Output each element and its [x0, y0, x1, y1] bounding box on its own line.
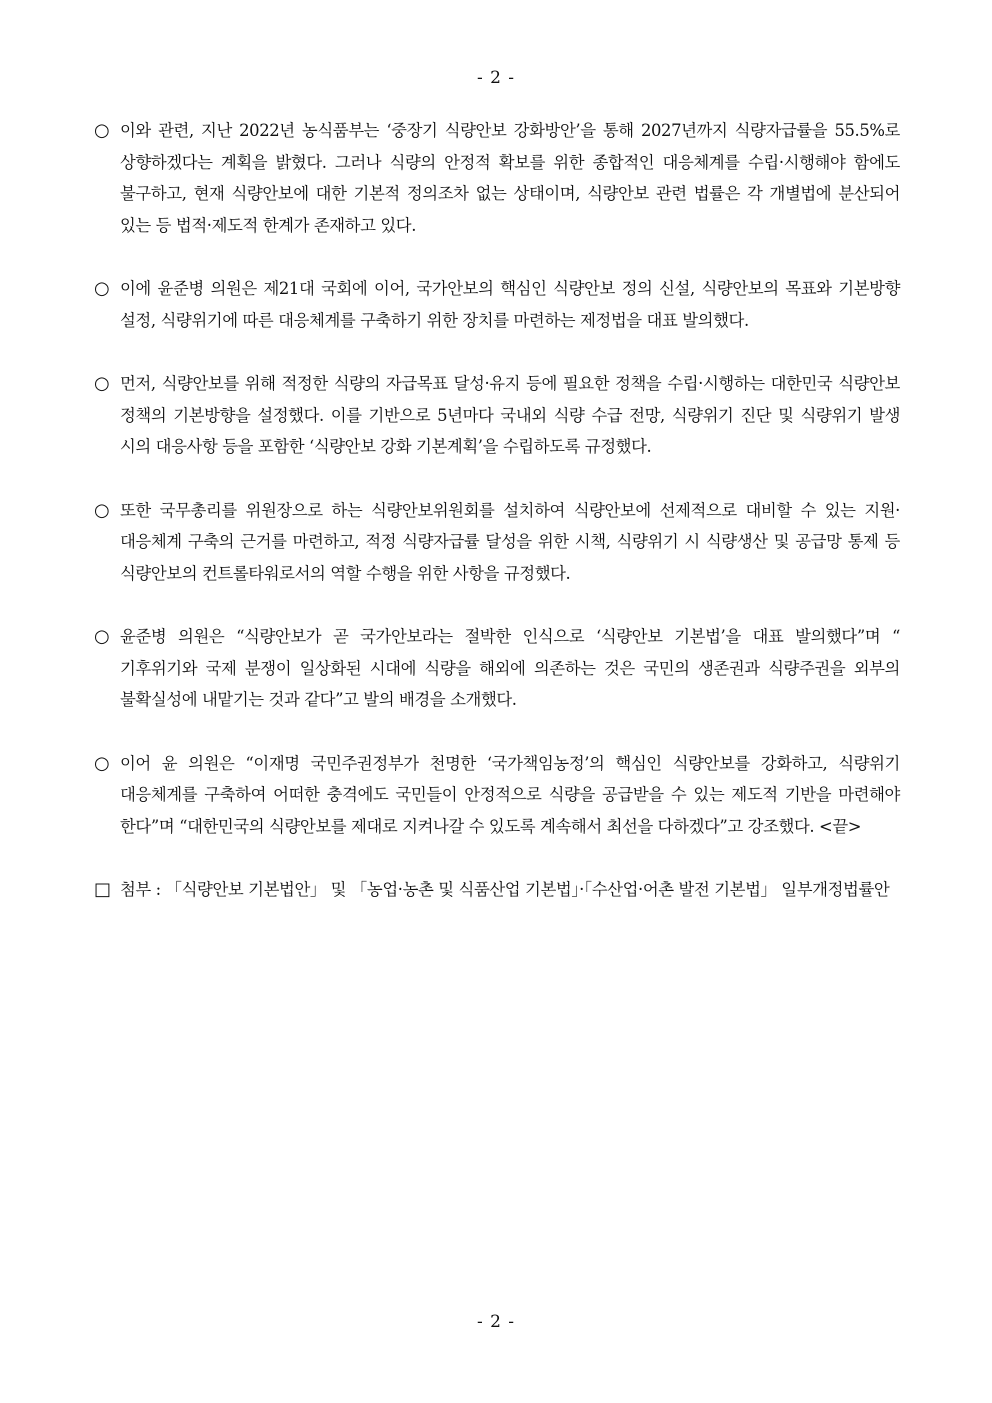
attachment-note [94, 874, 900, 906]
page-number-bottom: - 2 - [476, 1312, 516, 1332]
paragraph-text: 이어 윤 의원은 “이재명 국민주권정부가 천명한 ‘국가책임농정’의 핵심인 식량안보를 강화하고, 식량위기 대응체계를 구축하여 어떠한 충격에도 국민들이 안정적으로 식량을 공급받을 수 있는 제도적 기반을 마련해야 한다”며 “대한민국의 식량안보를 제대로 지켜나갈 수 있도록 계속해서 최선을 다하겠다”고 강조했다. <끝> [120, 753, 900, 836]
paragraph-text: 먼저, 식량안보를 위해 적정한 식량의 자급목표 달성·유지 등에 필요한 정책을 수립·시행하는 대한민국 식량안보 정책의 기본방향을 설정했다. 이를 기반으로 5년마다 국내외 식량 수급 전망, 식량위기 진단 및 식량위기 발생 시의 대응사항 등을 포함한 ‘식량안보 강화 기본계획’을 수립하도록 규정했다. [120, 374, 900, 456]
attachment-text: 첨부 : 「식량안보 기본법안」 및 「농업·농촌 및 식품산업 기본법」·「수산업·어촌 발전 기본법」 일부개정법률안 [120, 880, 890, 899]
paragraph-text: 윤준병 의원은 “식량안보가 곧 국가안보라는 절박한 인식으로 ‘식량안보 기본법’을 대표 발의했다”며 “ 기후위기와 국제 분쟁이 일상화된 시대에 식량을 해외에 의존하는 것은 국민의 생존권과 식량주권을 외부의 불확실성에 내맡기는 것과 같다”고 발의 배경을 소개했다. [120, 627, 900, 709]
paragraph-4 [94, 495, 900, 590]
square-bullet-icon: □ [94, 879, 111, 900]
circle-bullet-icon: ○ [94, 626, 110, 647]
circle-bullet-icon: ○ [94, 499, 110, 521]
paragraph-2 [94, 273, 900, 336]
paragraph-5 [94, 621, 900, 716]
paragraph-text: 이에 윤준병 의원은 제21대 국회에 이어, 국가안보의 핵심인 식량안보 정의 신설, 식량안보의 목표와 기본방향 설정, 식량위기에 따른 대응체계를 구축하기 위한 장치를 마련하는 제정법을 대표 발의했다. [120, 279, 900, 330]
page-number-top: - 2 - [476, 68, 516, 88]
paragraph-3 [94, 368, 900, 463]
circle-bullet-icon: ○ [94, 752, 110, 774]
paragraph-text: 이와 관련, 지난 2022년 농식품부는 ‘중장기 식량안보 강화방안’을 통해 2027년까지 식량자급률을 55.5%로 상향하겠다는 계획을 밝혔다. 그러나 식량의 안정적 확보를 위한 종합적인 대응체계를 수립·시행해야 함에도 불구하고, 현재 식량안보에 대한 기본적 정의조차 없는 상태이며, 식량안보 관련 법률은 각 개별법에 분산되어 있는 등 법적·제도적 한계가 존재하고 있다. [120, 121, 900, 235]
paragraph-1 [94, 115, 900, 241]
document-body [94, 115, 900, 938]
circle-bullet-icon: ○ [94, 120, 110, 141]
circle-bullet-icon: ○ [94, 278, 110, 299]
paragraph-6 [94, 748, 900, 843]
paragraph-text: 또한 국무총리를 위원장으로 하는 식량안보위원회를 설치하여 식량안보에 선제적으로 대비할 수 있는 지원·대응체계 구축의 근거를 마련하고, 적정 식량자급률 달성을 위한 시책, 식량위기 시 식량생산 및 공급망 통제 등 식량안보의 컨트롤타워로서의 역할 수행을 위한 사항을 규정했다. [120, 500, 900, 583]
circle-bullet-icon: ○ [94, 373, 110, 394]
